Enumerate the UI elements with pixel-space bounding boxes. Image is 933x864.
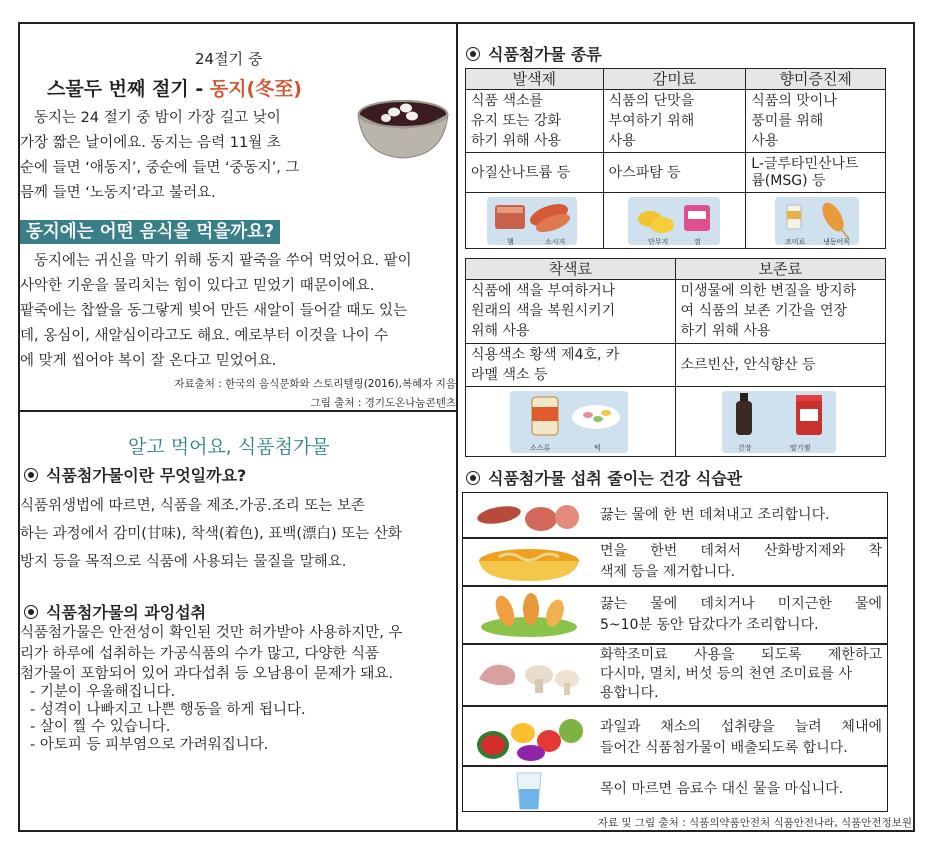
effect-item: - 살이 찔 수 있습니다. xyxy=(30,719,171,735)
food-line: 사악한 기운을 물리치는 힘이 있다고 믿었기 때문이에요. xyxy=(20,278,375,294)
habit-text xyxy=(600,541,882,562)
right-source-text: 자료 및 그림 출처 : 식품의약품안전처 식품안전나라, 식품안전정보원 xyxy=(597,817,912,829)
food-line: 데, 옹심이, 새알심이라고도 해요. 예로부터 이것을 나이 수 xyxy=(20,328,389,344)
purpose-cell xyxy=(466,90,604,153)
cell-line: 풍미를 위해 xyxy=(751,113,824,129)
habit-text xyxy=(600,594,882,615)
caption-gum: 껌 xyxy=(694,238,701,246)
fruits-vegetables-image xyxy=(469,711,589,763)
excess-line: 첨가물이 포함되어 있어 과다섭취 등 오남용이 문제가 돼요. xyxy=(20,666,394,682)
bullet-icon xyxy=(24,468,38,482)
header-sweetener: 감미료 xyxy=(603,69,746,90)
cell-line: L-글루타민산나트 xyxy=(751,155,859,172)
habit-line: 5~10분 동안 담갔다가 조리합니다. xyxy=(600,617,819,633)
excess-heading-text: 식품첨가물의 과잉섭취 xyxy=(46,603,207,622)
header-color-fixative: 발색제 xyxy=(466,69,604,90)
habit-text xyxy=(600,615,819,636)
what-heading xyxy=(24,463,246,486)
habits-heading-text: 식품첨가물 섭취 줄이는 건강 식습관 xyxy=(488,469,743,488)
cell-line: 사용 xyxy=(608,133,636,149)
food-line: 팥죽에는 찹쌀을 동그랗게 빚어 만든 새알이 들어갈 때도 있는 xyxy=(20,303,408,319)
sauce-ricecake-image xyxy=(510,391,628,453)
example-cell xyxy=(603,153,746,193)
habit-row xyxy=(462,706,888,766)
header-colorant: 착색료 xyxy=(466,259,676,280)
example-cell xyxy=(466,153,604,193)
caption-strawberry-jam: 딸기잼 xyxy=(790,444,811,452)
habit-line: 색제 등을 제거합니다. xyxy=(600,564,736,580)
header-flavor-enhancer: 향미증진제 xyxy=(746,69,886,90)
habit-row xyxy=(462,492,888,538)
habit-text xyxy=(600,562,735,583)
page-title xyxy=(47,74,302,101)
what-heading-text: 식품첨가물이란 무엇일까요? xyxy=(46,466,247,485)
caption-ricecake: 떡 xyxy=(594,444,601,452)
habit-text xyxy=(600,505,830,526)
example-cell xyxy=(746,153,886,193)
habit-row xyxy=(462,586,888,644)
intro-line: 믐께 들면 ‘노동지’라고 불러요. xyxy=(20,185,216,201)
habit-line: 용합니다. xyxy=(600,685,659,701)
natural-seasoning-image xyxy=(469,649,589,703)
effect-item: - 기분이 우울해집니다. xyxy=(30,684,176,700)
image-source-text: 그림 출처 : 경기도온나눔콘텐츠 xyxy=(310,397,456,409)
column-divider xyxy=(456,22,458,832)
habit-line: 끓는 물에 한 번 데쳐내고 조리합니다. xyxy=(600,507,830,523)
processed-meat-image xyxy=(469,497,589,535)
cell-line: 식품의 단맛을 xyxy=(608,93,695,109)
effects-list xyxy=(30,684,306,754)
title-prefix: 스물두 번째 절기 - xyxy=(47,78,210,100)
title-highlight: 동지(冬至) xyxy=(209,78,302,100)
cell-line: 원래의 색을 복원시키기 xyxy=(471,303,616,319)
habit-line: 면을 한번 데쳐서 산화방지제와 착 xyxy=(600,543,882,559)
food-line: 동지에는 귀신을 막기 위해 동지 팥죽을 쑤어 먹었어요. 팥이 xyxy=(34,253,412,269)
pickled-radish-gum-image xyxy=(628,197,720,245)
cell-line: 소르빈산, 안식향산 등 xyxy=(680,357,816,373)
caption-soysauce: 간장 xyxy=(738,444,752,452)
habit-row xyxy=(462,644,888,706)
cell-line: 미생물에 의한 변질을 방지하 xyxy=(680,283,857,299)
red-bean-porridge-image xyxy=(356,98,450,160)
example-cell xyxy=(466,344,676,387)
caption-sausage: 소시지 xyxy=(545,238,566,246)
habit-text xyxy=(600,646,882,703)
water-glass-image xyxy=(509,771,549,811)
instant-noodles-image xyxy=(469,543,589,583)
cell-line: 식용색소 황색 제4호, 카 xyxy=(471,347,620,363)
cell-line: 하기 위해 사용 xyxy=(680,323,771,339)
food-heading: 동지에는 어떤 음식을 먹을까요? xyxy=(20,220,280,244)
habit-row xyxy=(462,766,888,812)
habit-line: 화학조미료 사용을 되도록 제한하고 xyxy=(600,647,882,663)
purpose-cell xyxy=(746,90,886,153)
effect-item: - 성격이 나빠지고 나쁜 행동을 하게 됩니다. xyxy=(30,701,306,718)
habit-line: 끓는 물에 데치거나 미지근한 물에 xyxy=(600,596,882,612)
excess-line: 리가 하루에 섭취하는 가공식품의 수가 많고, 다양한 식품 xyxy=(20,645,380,662)
habit-row xyxy=(462,538,888,586)
types-heading-text: 식품첨가물 종류 xyxy=(488,45,602,64)
habit-text xyxy=(600,717,882,759)
cell-line: 식품의 맛이나 xyxy=(751,93,837,109)
food-paragraph xyxy=(20,249,454,374)
types-heading xyxy=(466,42,602,65)
solar-term-subtitle: 24절기 중 xyxy=(195,50,263,68)
excess-paragraph xyxy=(20,623,454,685)
purpose-cell xyxy=(603,90,746,153)
caption-seasoning: 조미료 xyxy=(785,238,806,246)
effect-item: - 아토피 등 피부염으로 가려워집니다. xyxy=(30,736,269,753)
what-line: 방지 등을 목적으로 식품에 사용되는 물질을 말해요. xyxy=(20,554,347,570)
cell-line: 위해 사용 xyxy=(471,323,530,339)
cell-line: 아스파탐 등 xyxy=(608,164,681,181)
habit-line: 다시마, 멸치, 버섯 등의 천연 조미료를 사 xyxy=(600,666,852,682)
caption-fishcake: 냉동어묵 xyxy=(823,238,851,246)
intro-line: 동지는 24 절기 중 밤이 가장 길고 낮이 xyxy=(34,110,281,126)
purpose-cell xyxy=(675,280,886,344)
cell-line: 여 식품의 보존 기간을 연장 xyxy=(680,303,848,319)
what-line: 하는 과정에서 감미(甘味), 착색(着色), 표백(漂白) 또는 산화 xyxy=(20,526,402,542)
fishcake-skewer-image xyxy=(469,591,589,641)
what-paragraph xyxy=(20,492,454,576)
sources xyxy=(20,375,456,413)
source-text: 자료출처 : 한국의 음식문화와 스토리텔링(2016),복혜자 지음 xyxy=(174,378,456,390)
excess-line: 식품첨가물은 안전성이 확인된 것만 허가받아 사용하지만, 우 xyxy=(20,625,403,641)
cell-line: 부여하기 위해 xyxy=(608,113,695,129)
habits-heading xyxy=(466,466,742,489)
header-preservative: 보존료 xyxy=(675,259,886,280)
caption-pickled-radish: 단무지 xyxy=(648,238,669,246)
cell-line: 륨(MSG) 등 xyxy=(751,172,826,189)
food-line: 에 맞게 씹어야 복이 잘 온다고 믿었어요. xyxy=(20,353,277,369)
example-cell xyxy=(675,344,886,387)
purpose-cell xyxy=(466,280,676,344)
what-line: 식품위생법에 따르면, 식품을 제조.가공.조리 또는 보존 xyxy=(20,498,366,514)
cell-line: 식품에 색을 부여하거나 xyxy=(471,283,616,299)
habit-line: 들어간 식품첨가물이 배출되도록 합니다. xyxy=(600,740,848,756)
cell-line: 하기 위해 사용 xyxy=(471,133,562,149)
bullet-icon xyxy=(466,47,480,61)
habit-line: 과일과 채소의 섭취량을 늘려 체내에 xyxy=(600,719,882,735)
intro-line: 가장 짧은 날이에요. 동지는 음력 11월 초 xyxy=(20,135,281,151)
caption-ham: 햄 xyxy=(507,238,514,246)
bullet-icon xyxy=(466,471,480,485)
excess-heading xyxy=(24,600,206,623)
learn-title: 알고 먹어요, 식품첨가물 xyxy=(128,436,330,458)
cell-line: 식품 색소를 xyxy=(471,93,544,109)
cell-line: 라멜 색소 등 xyxy=(471,367,548,383)
cell-line: 유지 또는 강화 xyxy=(471,113,562,129)
bullet-icon xyxy=(24,605,38,619)
intro-line: 순에 들면 ‘애동지’, 중순에 들면 ‘중동지’, 그 xyxy=(20,160,300,176)
intro-paragraph xyxy=(20,106,356,206)
cell-line: 사용 xyxy=(751,133,779,149)
habit-line: 목이 마르면 음료수 대신 물을 마십니다. xyxy=(600,781,844,797)
caption-sauce: 소스류 xyxy=(530,444,551,452)
habit-text xyxy=(600,779,843,800)
cell-line: 아질산나트륨 등 xyxy=(471,164,571,181)
